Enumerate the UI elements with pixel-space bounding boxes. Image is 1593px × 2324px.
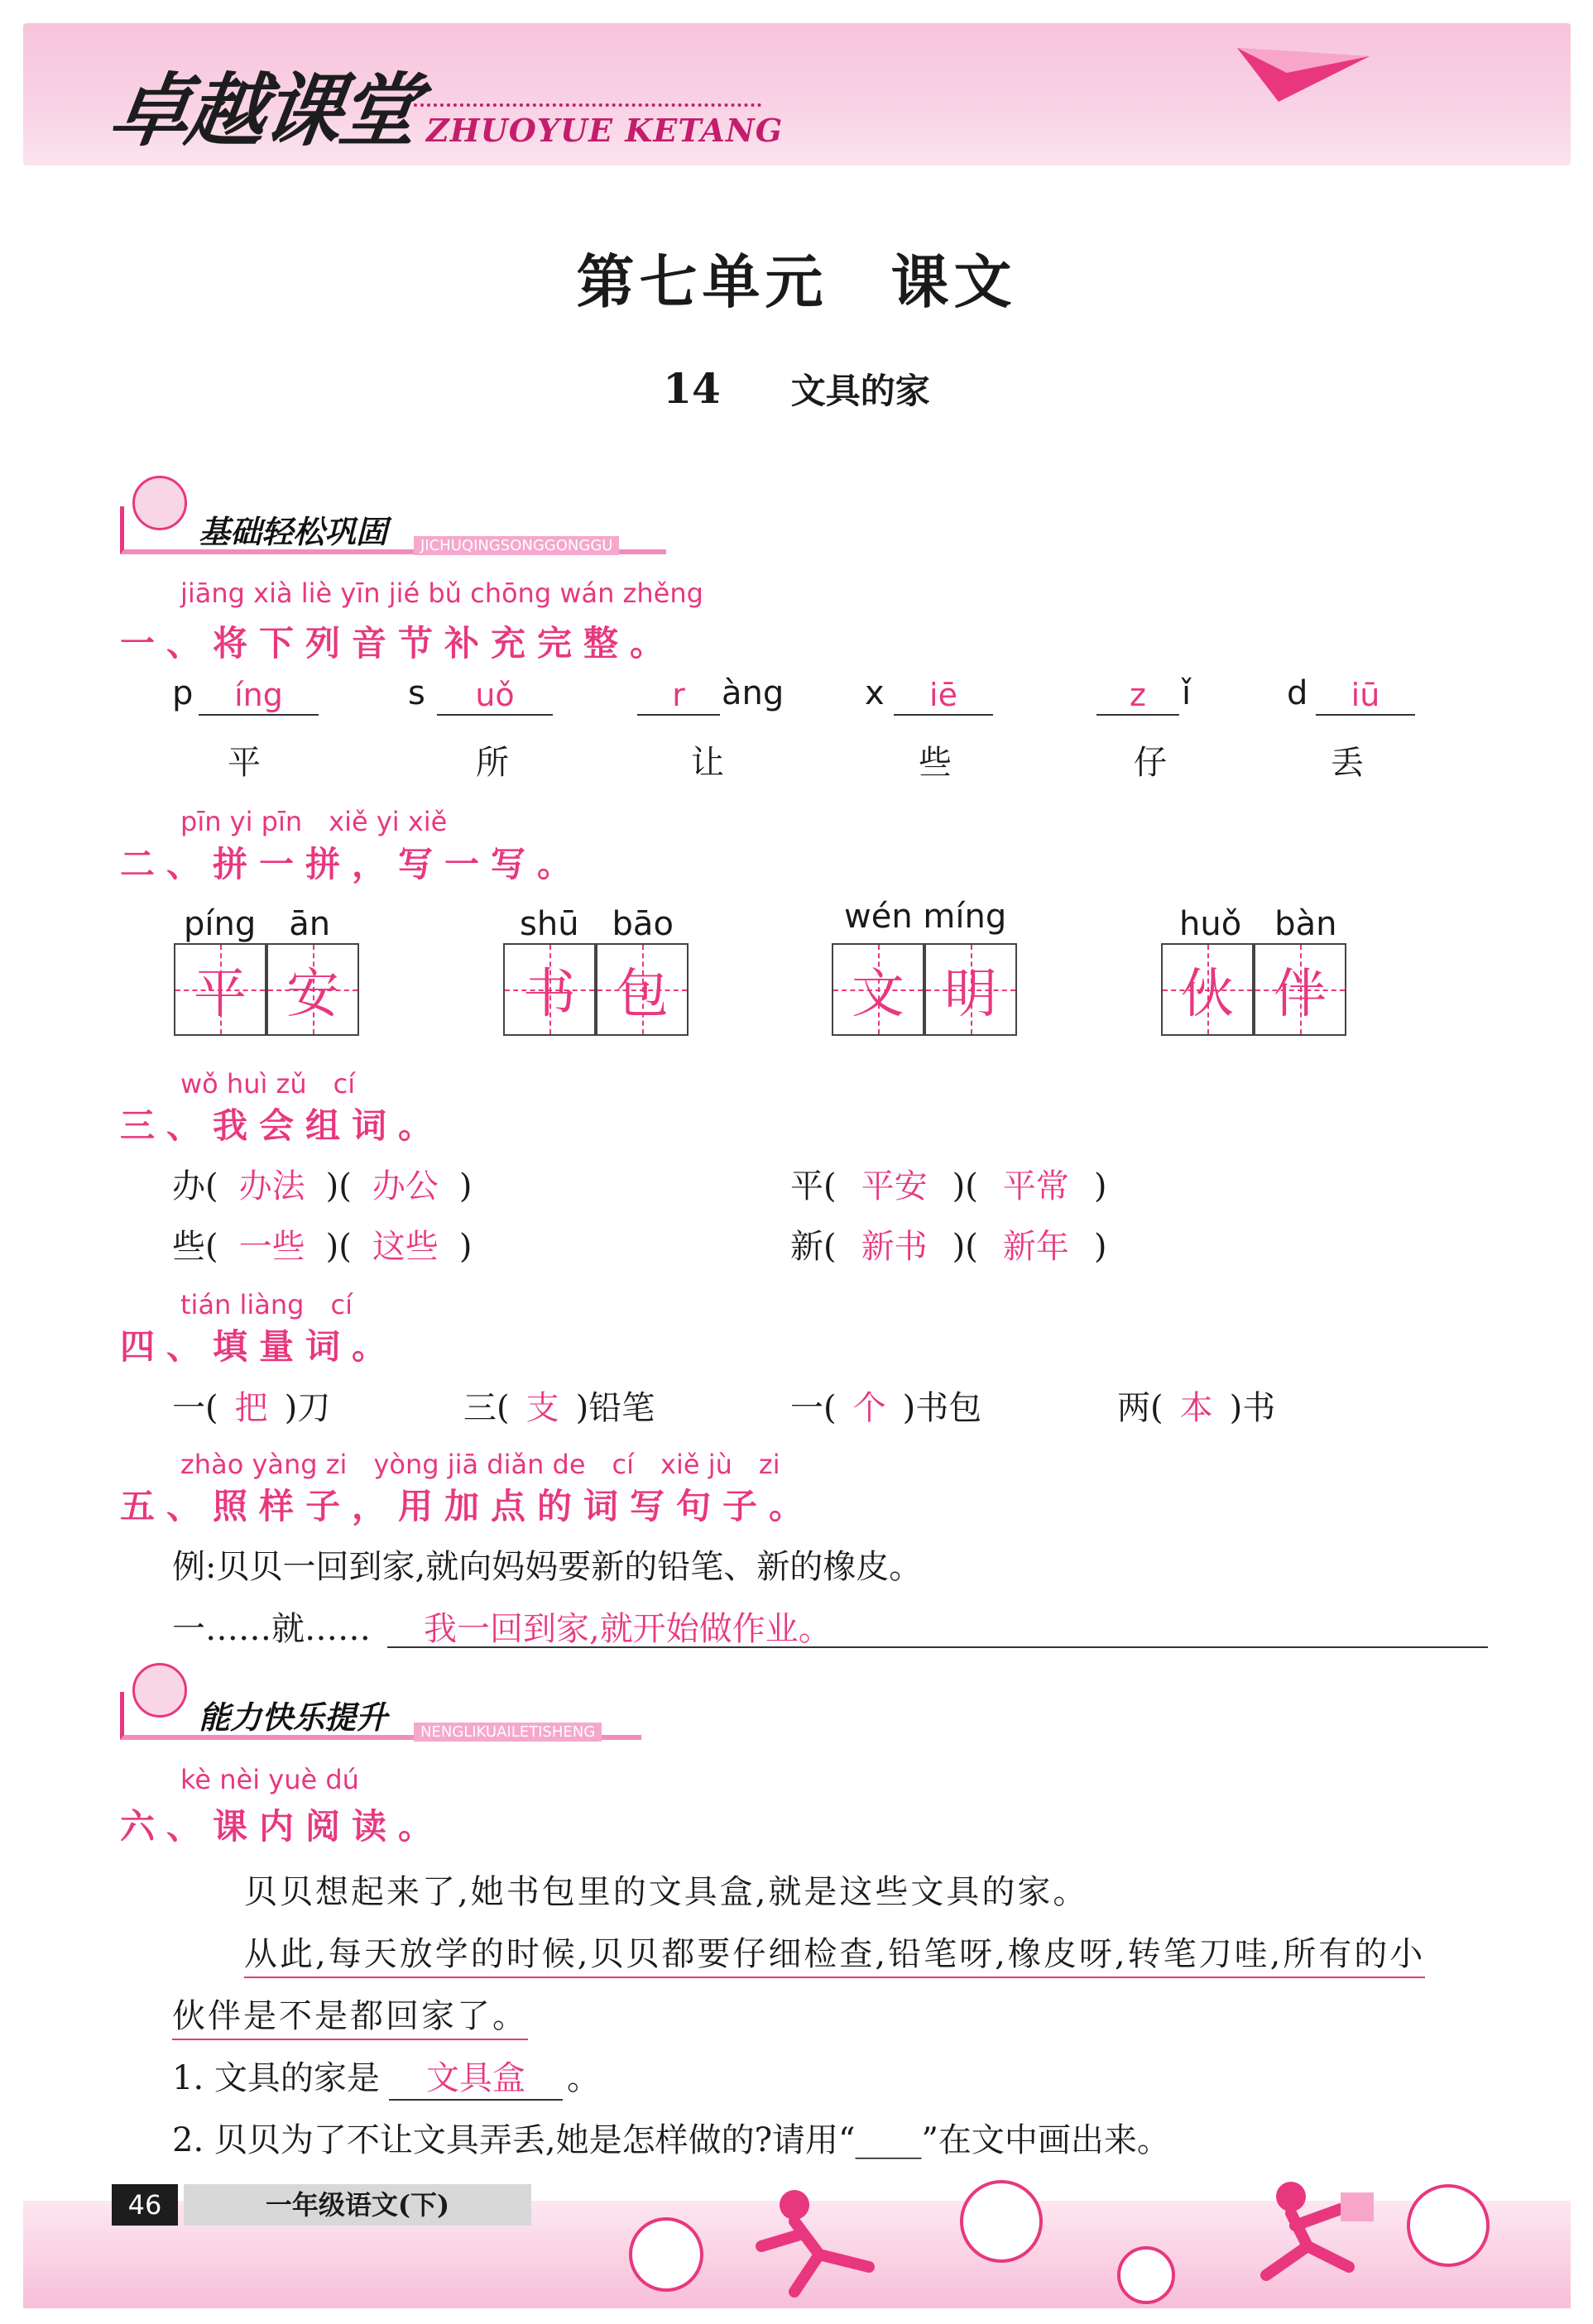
q1-suffix: àng [722,674,785,712]
q5-pinyin: zhào yàng zi yòng jiā diǎn de cí xiě jù zi [180,1449,780,1480]
section-subtitle-ability: NENGLIKUAILETISHENG [414,1723,602,1742]
section-title-ability: 能力快乐提升 [199,1699,388,1736]
q3-answer-b: 办公 [372,1167,439,1205]
q3-answer-a: 办法 [238,1167,305,1205]
section-title-basic: 基础轻松巩固 [199,514,388,550]
tian-char: 平 [194,964,247,1025]
q2-title: 二、拼一拼，写一写。 [120,844,584,884]
q3-answer-b: 这些 [372,1228,439,1266]
clock-icon [1117,2246,1175,2304]
q3-item: 新( 新书 )( 新年 ) [790,1220,1106,1267]
q3-char: 平 [790,1167,823,1205]
q3-char: 新 [790,1228,823,1266]
q3-item: 平( 平安 )( 平常 ) [790,1160,1106,1207]
q4-post: )书包 [902,1389,982,1427]
tian-char: 文 [852,964,904,1025]
q1-prefix: d [1287,674,1308,712]
tian-grid-box [832,943,924,1036]
q1-answer: r [637,674,720,716]
q4-item [790,1382,981,1429]
tian-char: 包 [616,964,669,1025]
q6-sub1-prefix: 1. 文具的家是 [172,2059,380,2097]
q1-char: 些 [919,744,952,782]
q3-answer-a: 新书 [861,1228,928,1266]
running-girl-icon [745,2184,910,2300]
passage-paragraph-2a: 从此,每天放学的时候,贝贝都要仔细检查,铅笔呀,橡皮呀,转笔刀哇,所有的小 [244,1928,1425,1978]
tian-char: 明 [944,964,997,1025]
unit-title: 第七单元 课文 [576,247,1017,316]
q1-answer: z [1096,674,1179,716]
q4-answer: 支 [525,1389,559,1427]
q3-item: 些( 一些 )( 这些 ) [172,1220,472,1267]
q6-sub1-suffix: 。 [567,2059,600,2097]
q2-word-pinyin: huǒ bàn [1179,905,1337,943]
section-subtitle-basic: JICHUQINGSONGGONGGU [414,536,619,555]
tian-grid-box [924,943,1017,1036]
tian-char: 伙 [1181,964,1234,1025]
passage-paragraph-1: 贝贝想起来了,她书包里的文具盒,就是这些文具的家。 [244,1873,1089,1911]
q1-char: 让 [691,744,724,782]
q4-answer: 本 [1179,1389,1213,1427]
q1-char: 所 [476,744,509,782]
tian-char: 安 [286,964,339,1025]
q1-prefix: s [408,674,425,712]
q4-pre: 三( [463,1389,510,1427]
tian-char: 伴 [1274,964,1327,1025]
q1-answer: íng [199,674,319,716]
q5-pattern: 一……就…… [172,1610,371,1648]
q1-title: 一、将下列音节补充完整。 [120,623,677,664]
q1-suffix: ǐ [1182,674,1192,712]
q1-pinyin: jiāng xià liè yīn jié bǔ chōng wán zhěng [180,577,703,609]
lesson-title [0,364,1593,414]
q3-pinyin: wǒ huì zǔ cí [180,1068,356,1100]
q4-title: 四、填量词。 [120,1326,399,1367]
tian-char: 书 [523,964,576,1025]
clock-icon [1407,2184,1490,2267]
q3-answer-a: 一些 [238,1228,305,1266]
brand-pinyin: ZHUOYUE KETANG [426,112,784,149]
q1-char: 平 [228,744,261,782]
q4-answer: 把 [234,1389,268,1427]
q4-item [172,1382,330,1429]
q4-post: )刀 [284,1389,331,1427]
q3-item: 办( 办法 )( 办公 ) [172,1160,472,1207]
q3-char: 些 [172,1228,205,1266]
q1-answer: iū [1316,674,1415,716]
q4-pre: 一( [172,1389,218,1427]
q1-char: 仔 [1134,744,1167,782]
q2-word-pinyin: shū bāo [520,905,674,943]
jumping-girl-icon [1233,2176,1382,2292]
tian-grid-box [596,943,689,1036]
q4-pre: 两( [1117,1389,1164,1427]
q1-prefix: p [172,674,194,712]
q5-answer: 我一回到家,就开始做作业。 [424,1610,832,1648]
q5-title: 五、照样子，用加点的词写句子。 [120,1486,816,1526]
tian-grid-box [1254,943,1346,1036]
q2-word-pinyin: wén míng [844,898,1007,936]
q3-answer-b: 新年 [1002,1228,1069,1266]
q6-pinyin: kè nèi yuè dú [180,1764,359,1795]
clock-icon [629,2217,703,2292]
q1-answer: iē [894,674,993,716]
tian-grid-box [1161,943,1254,1036]
q4-pre: 一( [790,1389,837,1427]
q1-prefix: x [865,674,885,712]
q3-char: 办 [172,1167,205,1205]
lesson-name: 文具的家 [790,371,930,411]
lesson-number: 14 [663,364,721,413]
q4-answer: 个 [852,1389,886,1427]
q3-answer-b: 平常 [1002,1167,1069,1205]
q4-item [463,1382,655,1429]
q2-pinyin: pīn yi pīn xiě yi xiě [180,806,448,837]
q4-pinyin: tián liàng cí [180,1289,353,1320]
banner-divider [414,103,761,107]
tian-grid-box [503,943,596,1036]
q1-answer: uǒ [437,674,553,716]
q5-example: 例:贝贝一回到家,就向妈妈要新的铅笔、新的橡皮。 [172,1548,923,1586]
q4-item [1117,1382,1275,1429]
paper-plane-icon [1237,40,1370,106]
passage-paragraph-2b: 伙伴是不是都回家了。 [172,1990,528,2040]
q6-sub1-answer: 文具盒 [389,2052,563,2101]
page-number: 46 [112,2184,178,2226]
clock-icon [960,2180,1043,2263]
q2-word-pinyin: píng ān [184,905,331,943]
q4-post: )书 [1229,1389,1276,1427]
q6-title: 六、课内阅读。 [120,1806,445,1847]
q6-sub2: 2. 贝贝为了不让文具弄丢,她是怎样做的?请用“____”在文中画出来。 [172,2121,1170,2159]
brand-logo: 卓越课堂 [104,65,422,157]
q4-post: )铅笔 [575,1389,655,1427]
q3-title: 三、我会组词。 [120,1105,445,1146]
q3-answer-a: 平安 [861,1167,928,1205]
q1-char: 丢 [1331,744,1364,782]
grade-label: 一年级语文(下) [184,2184,531,2226]
tian-grid-box [174,943,266,1036]
tian-grid-box [266,943,359,1036]
